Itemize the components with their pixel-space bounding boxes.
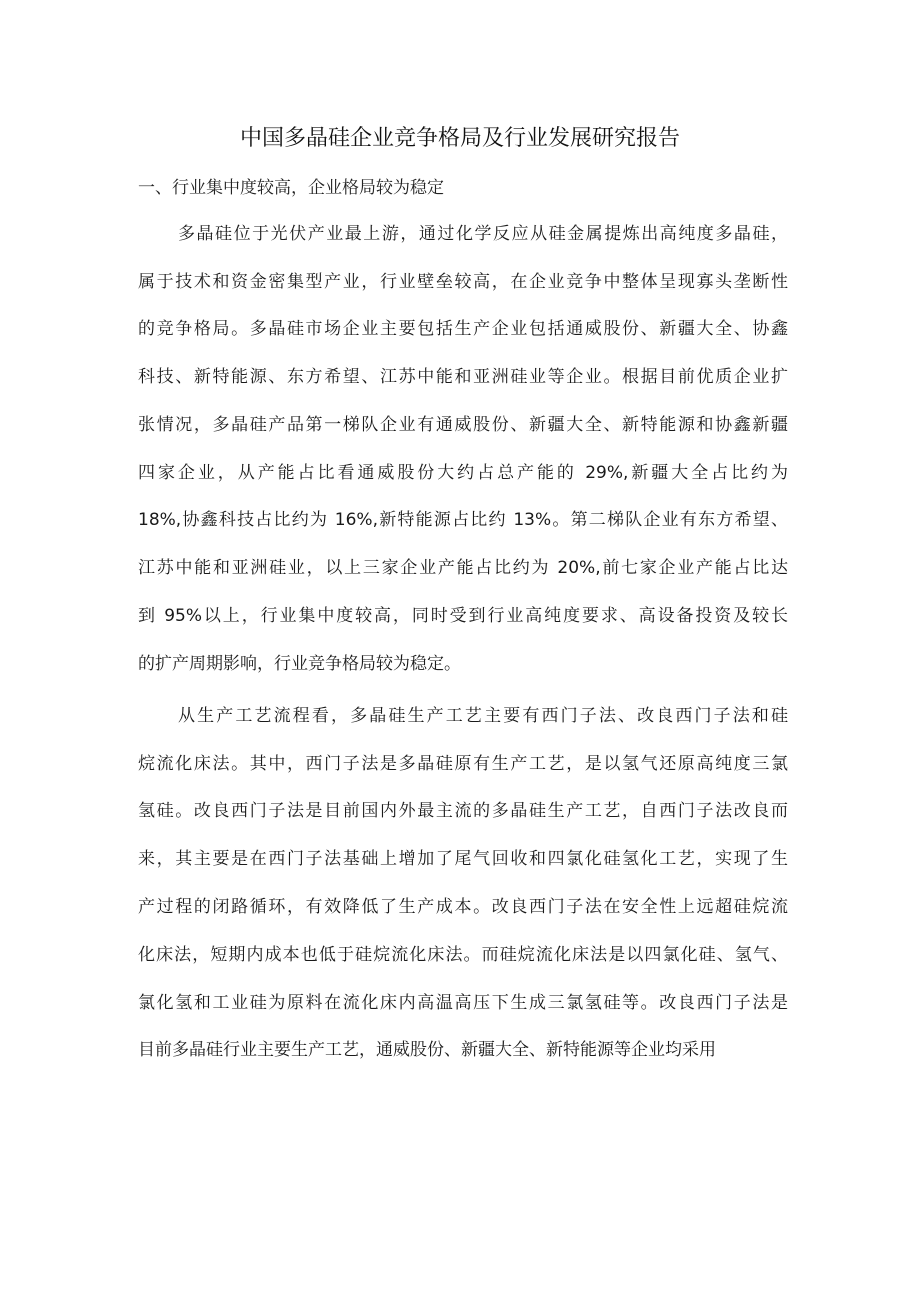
paragraph-line: 科技、新特能源、东方希望、江苏中能和亚洲硅业等企业。根据目前优质企业扩 bbox=[138, 367, 788, 387]
paragraph-line: 四家企业，从产能占比看通威股份大约占总产能的 29%,新疆大全占比约为 bbox=[138, 463, 788, 483]
paragraph-line: 产过程的闭路循环，有效降低了生产成本。改良西门子法在安全性上远超硅烷流 bbox=[138, 897, 788, 917]
paragraph-line: 18%,协鑫科技占比约为 16%,新特能源占比约 13%。第二梯队企业有东方希望、 bbox=[138, 510, 788, 530]
paragraph-line: 化床法，短期内成本也低于硅烷流化床法。而硅烷流化床法是以四氯化硅、氢气、 bbox=[138, 945, 788, 965]
paragraph-line: 氯化氢和工业硅为原料在流化床内高温高压下生成三氯氢硅等。改良西门子法是 bbox=[138, 993, 788, 1013]
paragraph-line: 氢硅。改良西门子法是目前国内外最主流的多晶硅生产工艺，自西门子法改良而 bbox=[138, 801, 788, 821]
paragraph-line: 的竞争格局。多晶硅市场企业主要包括生产企业包括通威股份、新疆大全、协鑫 bbox=[138, 319, 788, 339]
paragraph-line: 从生产工艺流程看，多晶硅生产工艺主要有西门子法、改良西门子法和硅 bbox=[178, 706, 788, 726]
section-heading: 一、行业集中度较高，企业格局较为稳定 bbox=[138, 178, 444, 198]
paragraph-line: 江苏中能和亚洲硅业，以上三家企业产能占比约为 20%,前七家企业产能占比达 bbox=[138, 558, 788, 578]
paragraph-line: 的扩产周期影响，行业竞争格局较为稳定。 bbox=[138, 654, 461, 674]
paragraph-line: 烷流化床法。其中，西门子法是多晶硅原有生产工艺，是以氢气还原高纯度三氯 bbox=[138, 754, 788, 774]
paragraph-line: 来，其主要是在西门子法基础上增加了尾气回收和四氯化硅氢化工艺，实现了生 bbox=[138, 849, 788, 869]
document-title: 中国多晶硅企业竞争格局及行业发展研究报告 bbox=[239, 126, 680, 151]
paragraph-line: 到 95%以上，行业集中度较高，同时受到行业高纯度要求、高设备投资及较长 bbox=[138, 606, 788, 626]
paragraph-line: 张情况，多晶硅产品第一梯队企业有通威股份、新疆大全、新特能源和协鑫新疆 bbox=[138, 415, 788, 435]
paragraph-line: 属于技术和资金密集型产业，行业壁垒较高，在企业竞争中整体呈现寡头垄断性 bbox=[138, 272, 788, 292]
paragraph-line: 目前多晶硅行业主要生产工艺，通威股份、新疆大全、新特能源等企业均采用 bbox=[138, 1040, 716, 1060]
paragraph-line: 多晶硅位于光伏产业最上游，通过化学反应从硅金属提炼出高纯度多晶硅， bbox=[178, 224, 788, 244]
